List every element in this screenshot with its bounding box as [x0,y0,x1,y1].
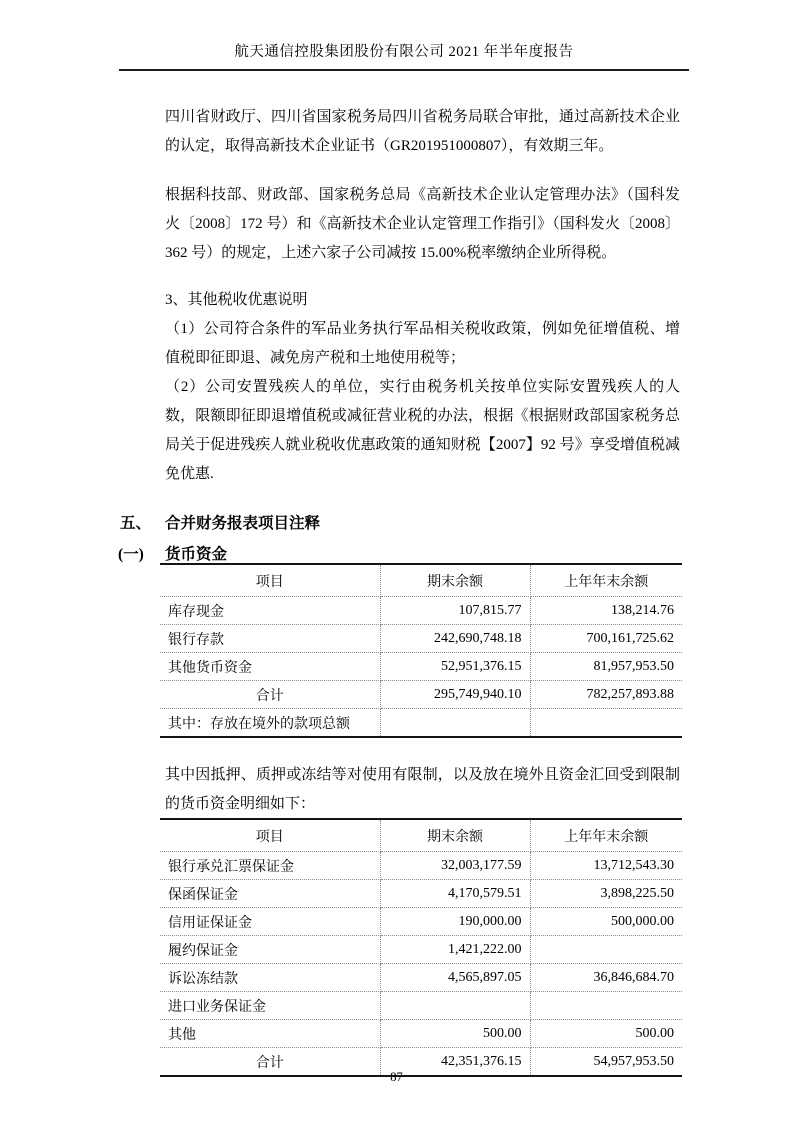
table-cell-item: 进口业务保证金 [160,992,380,1020]
table-cell-prev-balance: 13,712,543.30 [530,852,682,880]
table-header-cell: 上年年末余额 [530,564,682,597]
table-cell-prev-balance: 54,957,953.50 [593,1053,674,1069]
table-cell-end-balance: 1,421,222.00 [380,936,530,964]
table-cell-end-balance: 295,749,940.10 [380,681,530,709]
subsection-heading [120,542,688,564]
table-row [160,625,682,653]
table-header-cell: 期末余额 [380,819,530,852]
body-paragraph: 四川省财政厅、四川省国家税务局四川省税务局联合审批，通过高新技术企业的认定，取得高新技术企业证书（GR201951000807），有效期三年。 [165,109,680,154]
table-cell-item: 履约保证金 [160,936,380,964]
table-row [160,992,682,1020]
table-cell-prev-balance: 500,000.00 [530,908,682,936]
table-cell-end-balance: 107,815.77 [380,597,530,625]
table-row [160,653,682,681]
table-cell-item: 银行存款 [160,625,380,653]
cash-funds-table [160,563,682,738]
table-cell-item: 合计 [160,1048,380,1077]
table-cell-item: 信用证保证金 [160,908,380,936]
table-cell-prev-balance: 138,214.76 [530,597,682,625]
table-cell-item: 保函保证金 [160,880,380,908]
table-cell-end-balance: 190,000.00 [380,908,530,936]
page-header [119,40,689,71]
table-header-cell: 上年年末余额 [530,819,682,852]
table-cell-end-balance: 42,351,376.15 [380,1048,530,1077]
table-cell-item: 银行承兑汇票保证金 [160,852,380,880]
table-cell-prev-balance: 3,898,225.50 [530,880,682,908]
table-cell-end-balance: 4,565,897.05 [380,964,530,992]
section-heading [120,511,688,533]
table-row [160,709,682,738]
table-cell-end-balance: 52,951,376.15 [380,653,530,681]
table-cell-end-balance [380,709,530,738]
table-cell-prev-balance [530,936,682,964]
subsection-heading-title: 货币资金 [165,546,228,563]
table-cell-end-balance: 500.00 [380,1020,530,1048]
table-row [160,880,682,908]
table-cell-prev-balance: 782,257,893.88 [530,681,682,709]
table-cell-item: 其他货币资金 [160,653,380,681]
table-cell-item: 合计 [160,681,380,709]
table-row [160,964,682,992]
subsection-heading-number: (一) [118,546,144,563]
table-total-row [160,681,682,709]
tax-note-item-1: （1）公司符合条件的军品业务执行军品相关税收政策，例如免征增值税、增值税即征即退、减免房产税和土地使用税等； [165,321,680,366]
table-cell-prev-balance: 81,957,953.50 [530,653,682,681]
body-paragraph: 根据科技部、财政部、国家税务总局《高新技术企业认定管理办法》（国科发火〔2008〕172 号）和《高新技术企业认定管理工作指引》（国科发火〔2008〕362 号）的规定，上述六家子公司减按 15.00%税率缴纳企业所得税。 [165,187,680,261]
table-cell-end-balance: 242,690,748.18 [380,625,530,653]
table-header-row [160,819,682,852]
page-content [120,99,688,1077]
body-paragraph: 其中因抵押、质押或冻结等对使用有限制，以及放在境外且资金汇回受到限制的货币资金明细如下： [165,767,680,812]
table-row [160,597,682,625]
table-cell-end-balance: 32,003,177.59 [380,852,530,880]
table-header-cell: 项目 [160,564,380,597]
restricted-funds-table [160,818,682,1077]
table-cell-item: 其中：存放在境外的款项总额 [160,709,380,738]
table-cell-end-balance [380,992,530,1020]
table-cell-prev-balance: 36,846,684.70 [530,964,682,992]
table-cell-prev-balance [530,709,682,738]
page-number: 87 [390,1070,403,1084]
report-header-title: 航天通信控股集团股份有限公司 2021 年半年度报告 [234,44,574,60]
page-footer [0,1070,793,1085]
section-heading-number: 五、 [120,515,152,532]
table-cell-prev-balance: 700,161,725.62 [530,625,682,653]
table-row [160,908,682,936]
table-cell-item: 库存现金 [160,597,380,625]
table-cell-end-balance: 4,170,579.51 [380,880,530,908]
tax-note-item-2: （2）公司安置残疾人的单位，实行由税务机关按单位实际安置残疾人的人数，限额即征即退增值税或减征营业税的办法，根据《根据财政部国家税务总局关于促进残疾人就业税收优惠政策的通知财税【2007】92 号》享受增值税减免优惠. [165,379,680,482]
table-cell-item: 其他 [160,1020,380,1048]
table-row [160,936,682,964]
table-row [160,1020,682,1048]
table-header-cell: 项目 [160,819,380,852]
table-cell-prev-balance [530,992,682,1020]
tax-note-heading: 3、其他税收优惠说明 [165,292,308,308]
table-cell-item: 诉讼冻结款 [160,964,380,992]
table-row [160,852,682,880]
section-heading-title: 合并财务报表项目注释 [165,515,321,532]
table-header-row [160,564,682,597]
table-cell-prev-balance: 500.00 [530,1020,682,1048]
table-header-cell: 期末余额 [380,564,530,597]
